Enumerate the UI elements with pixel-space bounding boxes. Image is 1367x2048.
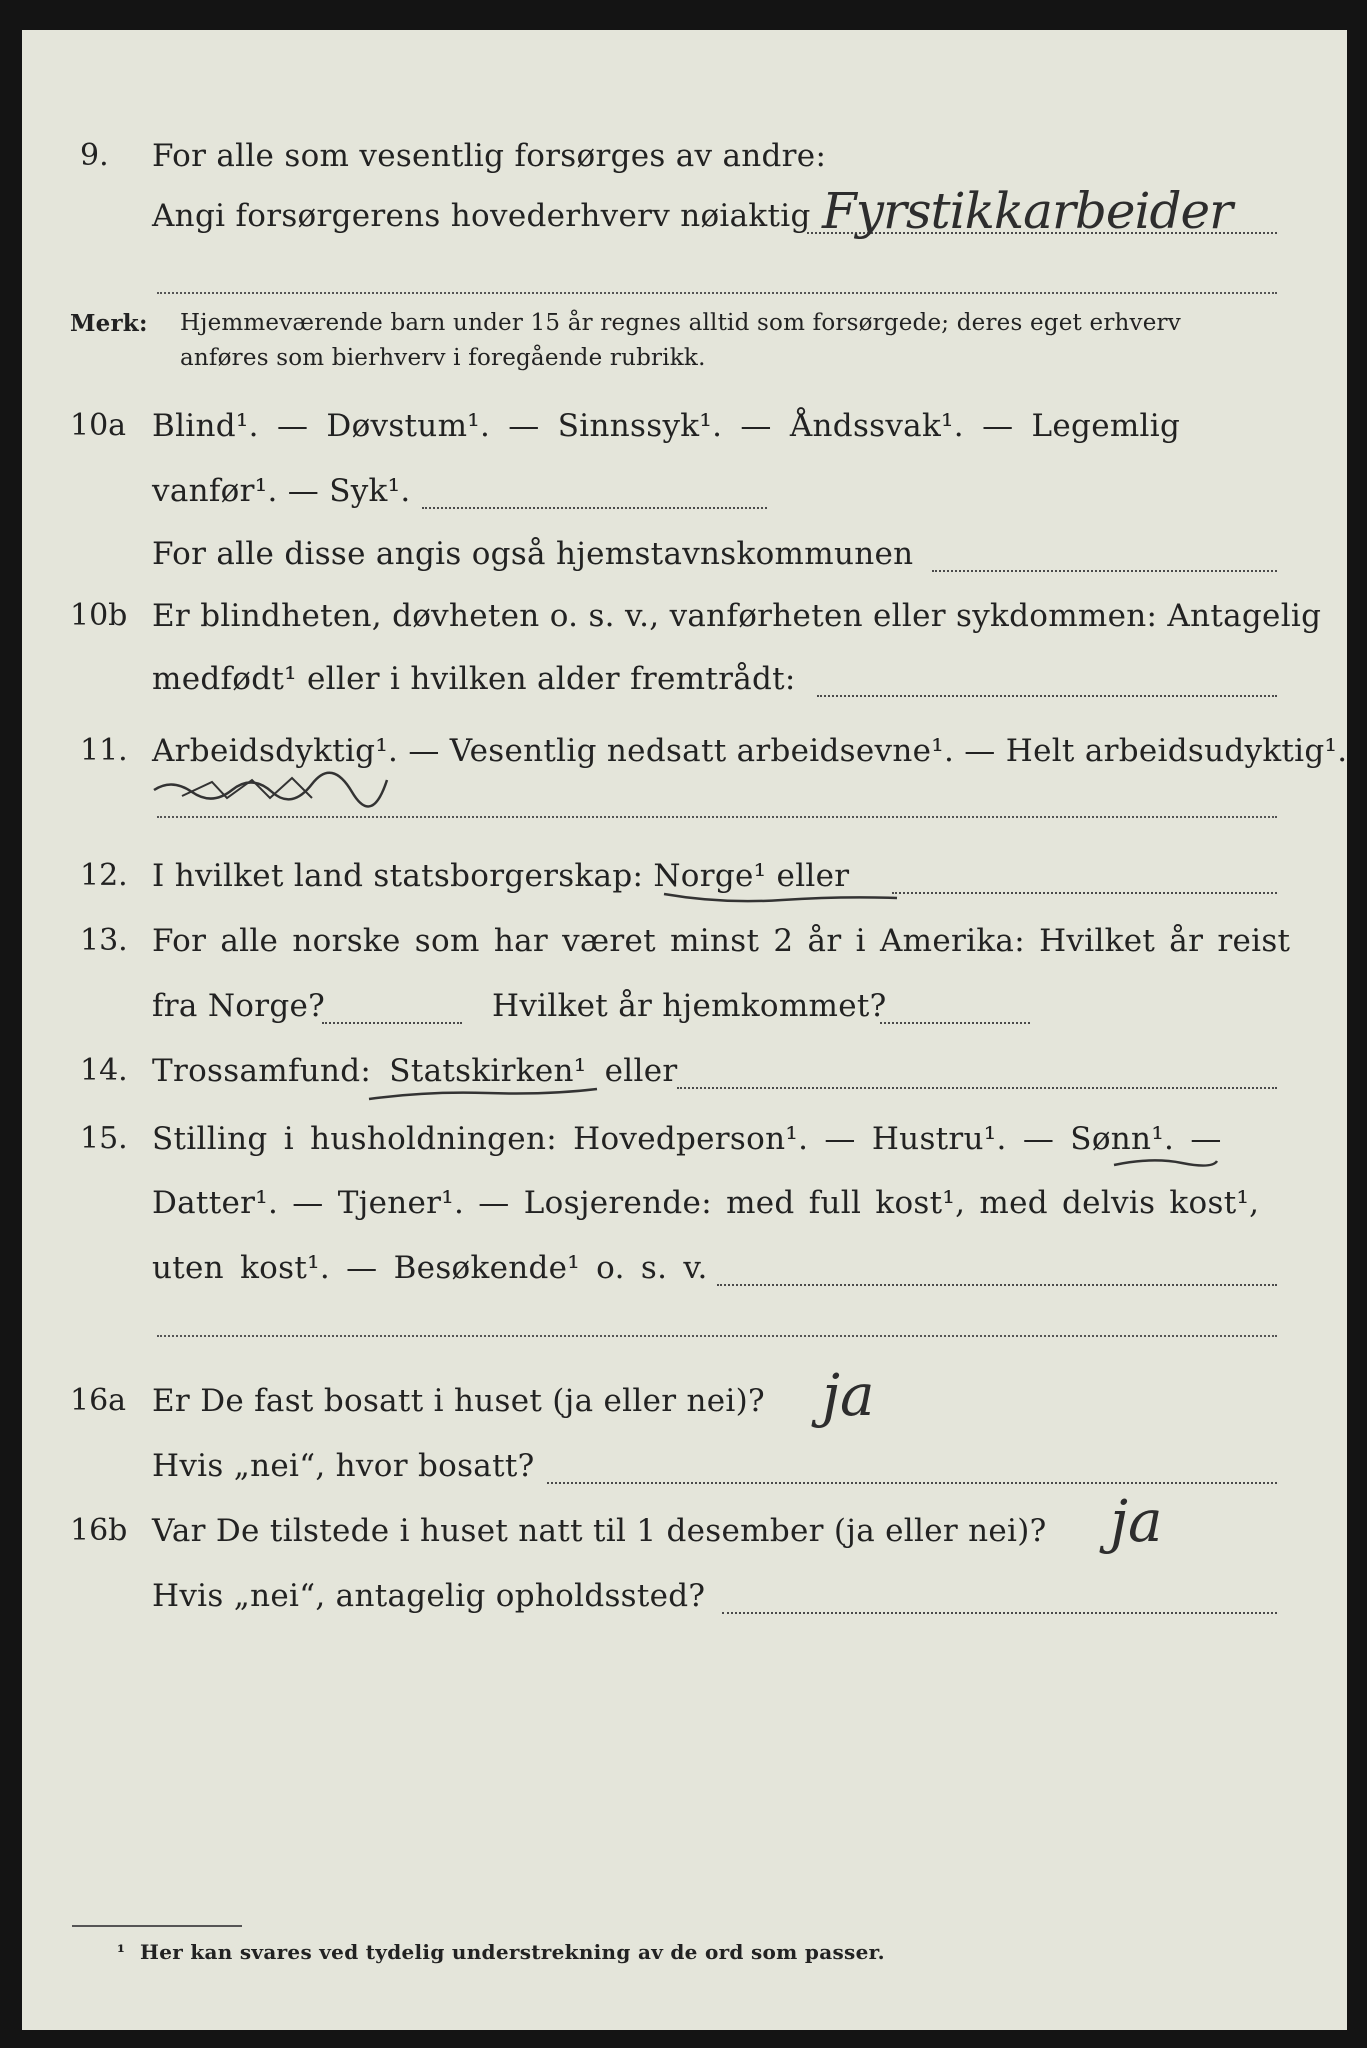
q16a-text1: Er De fast bosatt i huset (ja eller nei)? (152, 1383, 765, 1419)
q15-text3: uten kost¹. — Besøkende¹ o. s. v. (152, 1250, 708, 1286)
q9-line1 (22, 130, 1347, 184)
q10b-number: 10b (70, 598, 128, 633)
q10b-line1 (22, 590, 1347, 644)
q16a-text2: Hvis „nei“, hvor bosatt? (152, 1448, 535, 1484)
merk-text1: Hjemmeværende barn under 15 år regnes alltid som forsørgede; deres eget erhverv (180, 310, 1181, 336)
q14-underline-mark (367, 1085, 607, 1105)
q10a-municipality-line (932, 570, 1277, 572)
q11-text1: Arbeidsdyktig¹. — Vesentlig nedsatt arbeidsevne¹. — Helt arbeidsudyktig¹. (152, 733, 1348, 769)
q13-line1 (22, 915, 1347, 969)
q16a-handwritten-answer: ja (822, 1361, 875, 1429)
census-form-page (22, 30, 1347, 2030)
q11-underline-mark (152, 770, 392, 810)
q15-number: 15. (80, 1121, 128, 1156)
q15-line2 (22, 1177, 1347, 1231)
q15-other-line (717, 1284, 1277, 1286)
q13-text2a: fra Norge? (152, 988, 326, 1024)
q14-text1: Trossamfund: Statskirken¹ eller (152, 1053, 678, 1089)
q15-text1: Stilling i husholdningen: Hovedperson¹. — Hustru¹. — Sønn¹. — (152, 1121, 1222, 1157)
q16b-line1 (22, 1487, 1347, 1559)
q10a-number: 10a (70, 408, 127, 443)
q16a-residence-line (547, 1482, 1277, 1484)
q12-number: 12. (80, 858, 128, 893)
q12-text1: I hvilket land statsborgerskap: Norge¹ eller (152, 858, 850, 894)
q10a-text2: vanfør¹. — Syk¹. (152, 473, 411, 509)
merk-line2 (22, 337, 1347, 391)
q13-departed-line (322, 1022, 462, 1024)
q10a-line1 (22, 400, 1347, 454)
q15-separator (157, 1335, 1277, 1337)
q16b-handwritten-answer: ja (1110, 1487, 1163, 1555)
q9-text1: For alle som vesentlig forsørges av andre: (152, 138, 827, 174)
q11-separator (157, 816, 1277, 818)
q9-line2 (22, 182, 1347, 244)
footnote-text: Her kan svares ved tydelig understrekning av de ord som passer. (140, 1940, 885, 1964)
q12-country-line (892, 892, 1277, 894)
q10b-line2 (22, 653, 1347, 707)
q16a-line2 (22, 1440, 1347, 1494)
q11-number: 11. (80, 733, 128, 768)
q9-handwritten-answer: Fyrstikkarbeider (822, 182, 1232, 240)
q13-text1: For alle norske som har været minst 2 år i Amerika: Hvilket år reist (152, 923, 1291, 959)
q12-underline-mark (662, 890, 902, 910)
q10a-text1: Blind¹. — Døvstum¹. — Sinnssyk¹. — Åndssvak¹. — Legemlig (152, 408, 1181, 444)
q9-text2: Angi forsørgerens hovederhverv nøiaktig (152, 198, 811, 234)
footnote-line (22, 1930, 1347, 1984)
q16a-number: 16a (70, 1383, 127, 1418)
q13-returned-line (880, 1022, 1030, 1024)
q15-underline-mark (1112, 1155, 1222, 1175)
merk-text2: anføres som bierhverv i foregående rubrikk. (180, 345, 706, 371)
q10b-text1: Er blindheten, døvheten o. s. v., vanførheten eller sykdommen: Antagelig (152, 598, 1322, 634)
q10b-age-line (817, 695, 1277, 697)
q13-number: 13. (80, 923, 128, 958)
q16b-text1: Var De tilstede i huset natt til 1 desember (ja eller nei)? (152, 1513, 1047, 1549)
q9-separator (157, 292, 1277, 294)
q10a-line2 (22, 465, 1347, 519)
footnote-mark: ¹ (117, 1942, 126, 1963)
q16b-line2 (22, 1570, 1347, 1624)
q16a-line1 (22, 1361, 1347, 1429)
q10a-line3 (22, 528, 1347, 582)
q15-line3 (22, 1242, 1347, 1296)
merk-label: Merk: (70, 310, 148, 337)
q9-number: 9. (80, 138, 109, 173)
q16b-whereabouts-line (722, 1612, 1277, 1614)
footnote-rule (72, 1925, 242, 1927)
q16b-number: 16b (70, 1513, 128, 1548)
q13-line2 (22, 980, 1347, 1034)
q15-text2: Datter¹. — Tjener¹. — Losjerende: med full kost¹, med delvis kost¹, (152, 1185, 1260, 1221)
q10b-text2: medfødt¹ eller i hvilken alder fremtrådt: (152, 661, 796, 697)
q10a-text3: For alle disse angis også hjemstavnskommunen (152, 536, 914, 572)
q16b-text2: Hvis „nei“, antagelig opholdssted? (152, 1578, 706, 1614)
q10a-sick-line (422, 507, 767, 509)
q14-number: 14. (80, 1053, 128, 1088)
q14-faith-line (677, 1087, 1277, 1089)
q14-line1 (22, 1045, 1347, 1099)
q13-text2b: Hvilket år hjemkommet? (492, 988, 887, 1024)
